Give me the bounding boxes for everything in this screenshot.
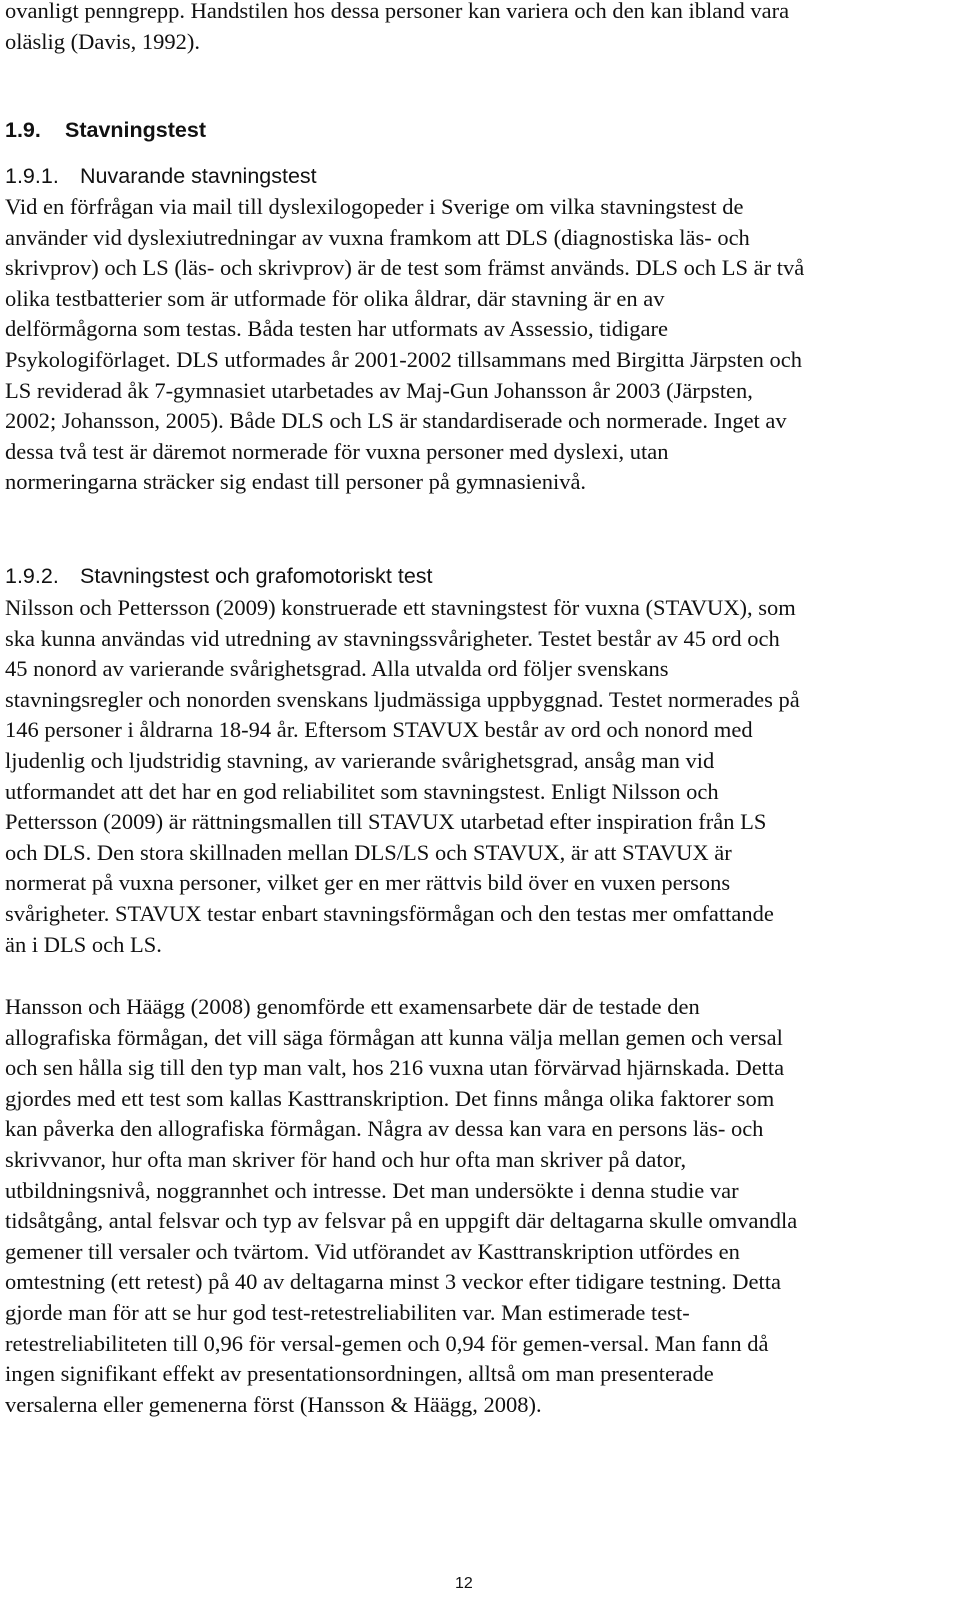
text-line: omtestning (ett retest) på 40 av deltagarna minst 3 veckor efter tidigare testning. Detta <box>5 1269 781 1295</box>
text-line: kan påverka den allografiska förmågan. Några av dessa kan vara en persons läs- och <box>5 1116 764 1142</box>
intro-paragraph <box>5 0 940 57</box>
text-line: utbildningsnivå, noggrannhet och intresse. Det man undersökte i denna studie var <box>5 1177 739 1203</box>
subsection-number: 1.9.1. <box>5 164 59 188</box>
text-line: Vid en förfrågan via mail till dyslexilogopeder i Sverige om vilka stavningstest de <box>5 194 744 219</box>
subsection-number: 1.9.2. <box>5 564 59 588</box>
text-line: normerat på vuxna personer, vilket ger en mer rättvis bild över en vuxen persons <box>5 870 731 896</box>
text-line: använder vid dyslexiutredningar av vuxna framkom att DLS (diagnostiska läs- och <box>5 224 750 250</box>
text-line: 146 personer i åldrarna 18-94 år. Eftersom STAVUX består av ord och nonord med <box>5 717 753 743</box>
text-line: olika testbatterier som är utformade för olika åldrar, där stavning är en av <box>5 285 665 311</box>
text-line: och DLS. Den stora skillnaden mellan DLS/LS och STAVUX, är att STAVUX är <box>5 839 732 865</box>
paragraph-1-9-1 <box>5 192 940 498</box>
text-line: tidsåtgång, antal felsvar och typ av felsvar på en uppgift där deltagarna skulle omvandla <box>5 1208 798 1234</box>
text-line: versalerna eller gemenerna först (Hansson & Häägg, 2008). <box>5 1391 542 1417</box>
section-number: 1.9. <box>5 118 41 142</box>
text-line: gjorde man för att se hur god test-retestreliabiliten var. Man estimerade test- <box>5 1299 690 1325</box>
page-number: 12 <box>455 1575 473 1592</box>
text-line: delförmågorna som testas. Båda testen har utformats av Assessio, tidigare <box>5 316 668 342</box>
subsection-title: Stavningstest och grafomotoriskt test <box>80 564 433 588</box>
text-line: gemener till versaler och tvärtom. Vid utförandet av Kasttranskription utfördes en <box>5 1238 740 1264</box>
text-line: ska kunna användas vid utredning av stavningssvårigheter. Testet består av 45 ord och <box>5 625 780 651</box>
text-line: utformandet att det har en god reliabilitet som stavningstest. Enligt Nilsson och <box>5 778 719 804</box>
text-line: gjordes med ett test som kallas Kasttranskription. Det finns många olika faktorer som <box>5 1085 775 1111</box>
subsection-title: Nuvarande stavningstest <box>80 164 317 188</box>
text-line: än i DLS och LS. <box>5 931 162 957</box>
text-line: ovanligt penngrepp. Handstilen hos dessa personer kan variera och den kan ibland vara <box>5 0 790 23</box>
text-line: skrivvanor, hur ofta man skriver för hand och hur ofta man skriver på dator, <box>5 1146 687 1172</box>
paragraph-kasttranskription <box>5 992 940 1420</box>
text-line: Nilsson och Pettersson (2009) konstruerade ett stavningstest för vuxna (STAVUX), som <box>5 595 796 620</box>
text-line: dessa två test är däremot normerade för vuxna personer med dyslexi, utan <box>5 438 669 464</box>
text-line: normeringarna sträcker sig endast till personer på gymnasienivå. <box>5 469 587 495</box>
text-line: stavningsregler och nonorden svenskans ljudmässiga uppbyggnad. Testet normerades på <box>5 686 800 712</box>
section-title: Stavningstest <box>65 118 206 142</box>
subsection-heading-1-9-2 <box>5 561 433 591</box>
text-line: oläslig (Davis, 1992). <box>5 28 200 54</box>
text-line: allografiska förmågan, det vill säga förmågan att kunna välja mellan gemen och versal <box>5 1024 783 1050</box>
text-line: skrivprov) och LS (läs- och skrivprov) är de test som främst används. DLS och LS är två <box>5 255 805 281</box>
section-heading-1-9 <box>5 115 206 145</box>
text-line: Psykologiförlaget. DLS utformades år 2001-2002 tillsammans med Birgitta Järpsten och <box>5 346 802 372</box>
text-line: 2002; Johansson, 2005). Både DLS och LS är standardiserade och normerade. Inget av <box>5 408 787 434</box>
subsection-heading-1-9-1 <box>5 161 317 191</box>
text-line: och sen hålla sig till den typ man valt, hos 216 vuxna utan förvärvad hjärnskada. Detta <box>5 1055 785 1081</box>
text-line: 45 nonord av varierande svårighetsgrad. Alla utvalda ord följer svenskans <box>5 656 669 682</box>
text-line: svårigheter. STAVUX testar enbart stavningsförmågan och den testas mer omfattande <box>5 900 774 926</box>
text-line: ingen signifikant effekt av presentationsordningen, alltså om man presenterade <box>5 1361 714 1387</box>
text-line: ljudenlig och ljudstridig stavning, av varierande svårighetsgrad, ansåg man vid <box>5 747 715 773</box>
text-line: Pettersson (2009) är rättningsmallen till STAVUX utarbetad efter inspiration från LS <box>5 809 767 835</box>
text-line: LS reviderad åk 7-gymnasiet utarbetades av Maj-Gun Johansson år 2003 (Järpsten, <box>5 377 753 403</box>
text-line: Hansson och Häägg (2008) genomförde ett examensarbete där de testade den <box>5 994 700 1019</box>
paragraph-stavux <box>5 593 940 960</box>
text-line: retestreliabiliteten till 0,96 för versal-gemen och 0,94 för gemen-versal. Man fann då <box>5 1330 769 1356</box>
